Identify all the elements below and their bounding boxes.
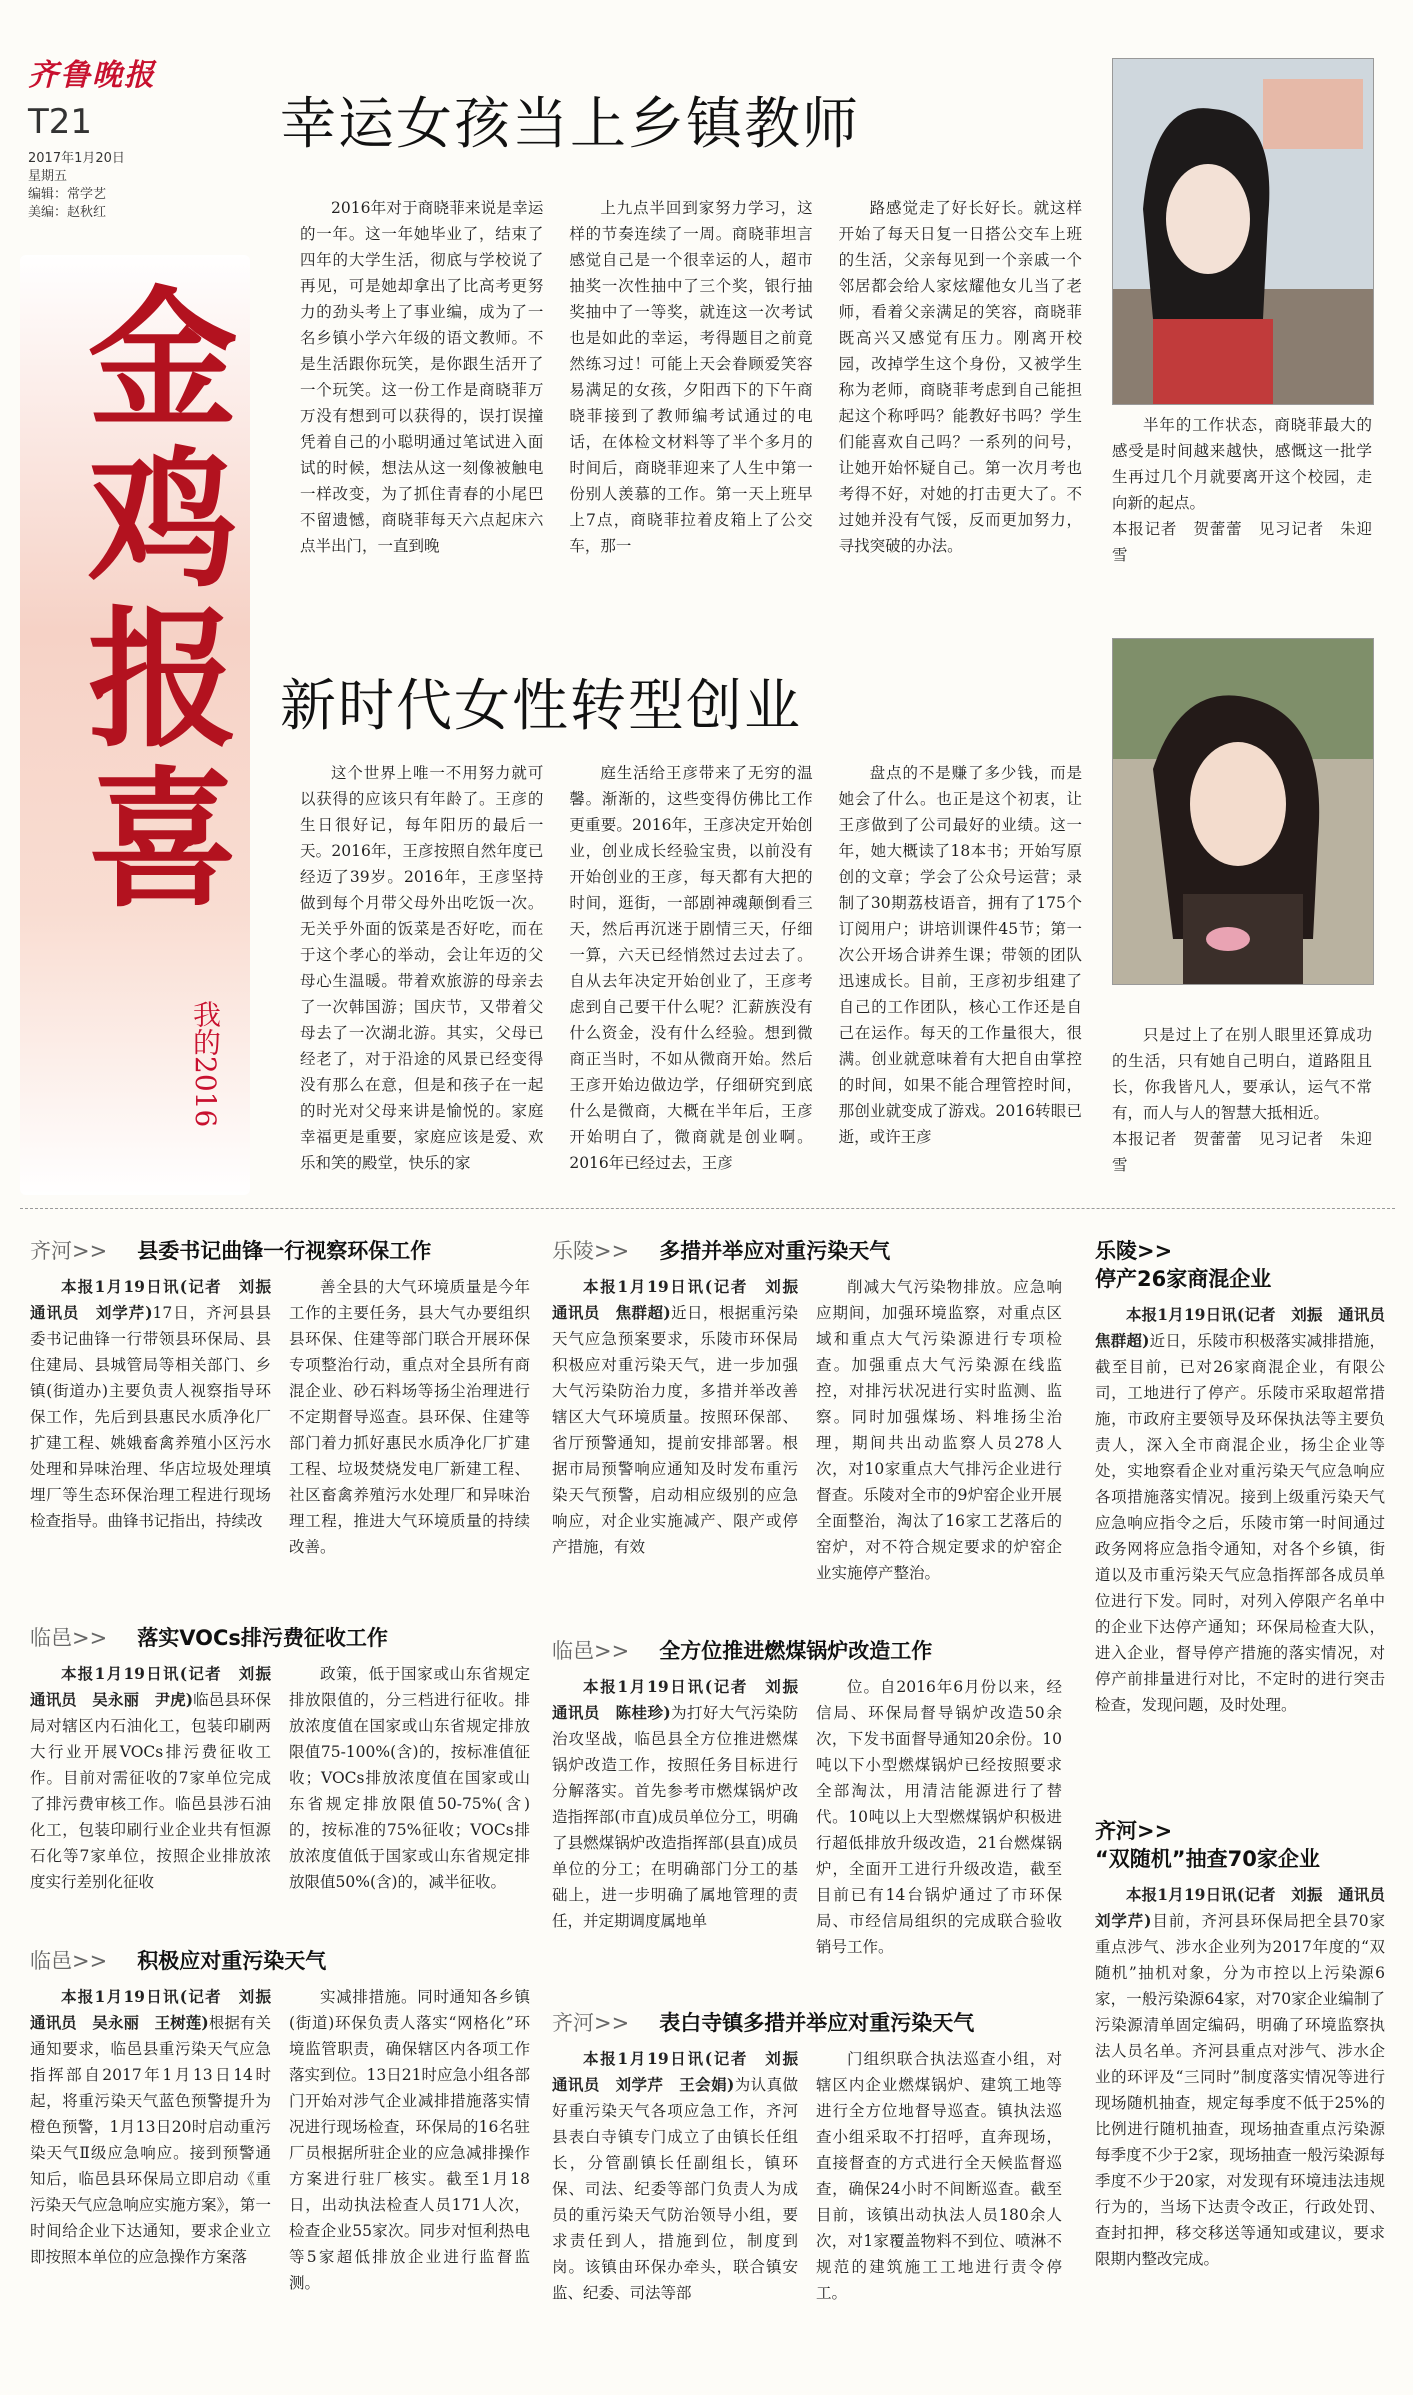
news-item-d (552, 1238, 1062, 1644)
news-d-col2: 削减大气污染物排放。应急响应期间，加强环境监察，对重点区域和重点大气污染源进行专项检查。加强重点大气污染源在线监控，对排污状况进行实时监测、监察。同时加强煤场、料堆扬尘治理，期间共出动监察人员278人次，对10家重点大气排污企业进行督查。乐陵对全市的9炉窑企业开展全面整治，淘汰了16家工艺落后的窑炉，对不符合规定要求的炉窑企业实施停产整治。 (816, 1278, 1062, 1582)
newspaper-masthead: 齐鲁晚报 (28, 58, 156, 93)
news-f-col2: 门组织联合执法巡查小组，对辖区内企业燃煤锅炉、建筑工地等进行全方位地督导巡查。镇执法巡查小组采取不打招呼，直奔现场，直接督查的方式进行全天候监督巡查，确保24小时不间断巡查。截至目前，该镇出动执法人员180余人次，对1家覆盖物料不到位、喷淋不规范的建筑施工工地进行责令停工。 (816, 2050, 1062, 2302)
news-f-heading (552, 2010, 1062, 2036)
story2-col2: 庭生活给王彦带来了无穷的温馨。渐渐的，这些变得仿佛比工作更重要。2016年，王彦决定开始创业，创业成长经验宝贵，以前没有开始创业的王彦，每天都有大把的时间，逛街，一部剧神魂颠倒看三天，然后再沉迷于剧情三天，仔细一算，六天已经悄然过去过去了。自从去年决定开始创业了，王彦考虑到自己要干什么呢？汇薪族没有什么资金，没有什么经验。想到微商正当时，不如从微商开始。然后王彦开始边做边学，仔细研究到底什么是微商，大概在半年后，王彦开始明白了，微商就是创业啊。2016年已经过去，王彦 (569, 764, 813, 1172)
news-e-col2: 位。自2016年6月份以来，经信局、环保局督导锅炉改造50余次，下发书面督导通知20余份。10吨以下小型燃煤锅炉已经按照要求全部淘汰，用清洁能源进行了替代。10吨以上大型燃煤锅炉积极进行超低排放升级改造，21台燃煤锅炉，全面开工进行升级改造，截至目前已有14台锅炉通过了市环保局、市经信局组织的完成联合验收销号工作。 (816, 1678, 1062, 1956)
news-g-body: 近日，乐陵市积极落实减排措施，截至目前，已对26家商混企业，有限公司，工地进行了停产。乐陵市采取超常措施，市政府主要领导及环保执法等主要负责人，深入全市商混企业，扬尘企业等处，实地察看企业对重污染天气应急响应各项措施落实情况。接到上级重污染天气应急响应指令之后，乐陵市第一时间通过政务网将应急指令通知，对各个乡镇，街道以及市重污染天气应急指挥部各成员单位进行下发。同时，对列入停限产名单中的企业下达停产通知；环保局检查大队，进入企业，督导停产措施的落实情况，对停产前排量进行对比，不定时的进行突击检查，发现问题，及时处理。 (1095, 1332, 1385, 1714)
news-b-tag: 临邑>> (30, 1626, 108, 1650)
news-c-col1: 根据有关通知要求，临邑县重污染天气应急指挥部自2017年1月13日14时起，将重污染天气蓝色预警提升为橙色预警，1月13日20时启动重污染天气Ⅱ级应急响应。接到预警通知后，临邑县环保局立即启动《重污染天气应急响应实施方案》，第一时间给企业下达通知，要求企业立即按照本单位的应急操作方案落 (30, 2014, 271, 2266)
news-a-title: 县委书记曲锋一行视察环保工作 (137, 1239, 432, 1263)
story1-byline: 本报记者 贺蕾蕾 见习记者 朱迎雪 (1112, 520, 1372, 564)
news-b-title: 落实VOCs排污费征收工作 (137, 1626, 388, 1650)
news-a-lead: 本报1月19日讯(记者 刘振 通讯员 刘学芹) (30, 1277, 287, 1322)
news-g-tag: 乐陵>> (1095, 1239, 1173, 1263)
story1-headline: 幸运女孩当上乡镇教师 (280, 92, 860, 157)
issue-date: 2017年1月20日 (28, 151, 125, 166)
story2-col3: 盘点的不是赚了多少钱，而是她会了什么。也正是这个初衷，让王彦做到了公司最好的业绩。这一年，她大概读了18本书；开始写原创的文章；学会了公众号运营；录制了30期荔枝语音，拥有了175个订阅用户；讲培训课件45节；第一次公开场合讲养生课；带领的团队迅速成长。目前，王彦初步组建了自己的工作团队，核心工作还是自己在运作。每天的工作量很大，很满。创业就意味着有大把自由掌控的时间，如果不能合理管控时间，那创业就变成了游戏。2016转眼已逝，或许王彦 (838, 764, 1082, 1146)
story2-headline: 新时代女性转型创业 (280, 674, 802, 739)
news-b-col1: 临邑县环保局对辖区内石油化工，包装印刷两大行业开展VOCs排污费征收工作。目前对需征收的7家单位完成了排污费审核工作。临邑县涉石油化工，包装印刷行业企业共有恒源石化等7家单位，按照企业排放浓度实行差别化征收 (30, 1691, 271, 1891)
news-c-lead: 本报1月19日讯(记者 刘振 通讯员 吴永丽 王树莲) (30, 1987, 287, 2032)
story1-col3: 路感觉走了好长好长。就这样开始了每天日复一日搭公交车上班的生活，父亲每见到一个亲戚一个邻居都会给人家炫耀他女儿当了老师，看着父亲满足的笑容，商晓菲既高兴又感觉有压力。刚离开校园，改掉学生这个身份，又被学生称为老师，商晓菲考虑到自己能担起这个称呼吗？能教好书吗？学生们能喜欢自己吗？一系列的问号，让她开始怀疑自己。第一次月考也考得不好，对她的打击更大了。不过她并没有气馁，反而更加努力，寻找突破的办法。 (838, 199, 1082, 555)
news-item-g (1095, 1238, 1401, 1798)
news-a-col1: 17日，齐河县县委书记曲锋一行带领县环保局、县住建局、县城管局等相关部门、乡镇(街道办)主要负责人视察指导环保工作，先后到县惠民水质净化厂扩建工程、姚娥畜禽养殖小区污水处理和异味治理、华店垃圾处理填埋厂等生态环保治理工程进行现场检查指导。曲锋书记指出，持续改 (30, 1304, 271, 1530)
news-a-heading (30, 1238, 530, 1264)
news-c-tag: 临邑>> (30, 1949, 108, 1973)
news-b-heading (30, 1625, 530, 1651)
story2-caption-text: 只是过上了在别人眼里还算成功的生活，只有她自己明白，道路阻且长，你我皆凡人，要承认，运气不常有，而人与人的智慧大抵相近。 (1112, 1026, 1372, 1122)
news-c-col2: 实减排措施。同时通知各乡镇(街道)环保负责人落实“网格化”环境监管职责，确保辖区内各项工作落实到位。13日21时应急小组各部门开始对涉气企业减排措施落实情况进行现场检查，环保局的16名驻厂员根据所驻企业的应急减排操作方案进行驻厂核实。截至1月18日，出动执法检查人员171人次，检查企业55家次。同步对恒利热电等5家超低排放企业进行监督监测。 (289, 1988, 530, 2292)
news-a-tag: 齐河>> (30, 1239, 108, 1263)
story1-body (300, 195, 1082, 565)
news-f-title: 表白寺镇多措并举应对重污染天气 (659, 2011, 975, 2035)
news-g-lead: 本报1月19日讯(记者 刘振 通讯员 焦群超) (1095, 1305, 1401, 1350)
news-item-f (552, 2010, 1062, 2376)
news-d-col1: 近日，根据重污染天气应急预案要求，乐陵市环保局积极应对重污染天气，进一步加强大气污染防治力度，多措并举改善辖区大气环境质量。按照环保部、省厅预警通知，提前安排部署。根据市局预警响应通知及时发布重污染天气预警，启动相应级别的应急响应，对企业实施减产、限产或停产措施，有效 (552, 1304, 798, 1556)
news-e-title: 全方位推进燃煤锅炉改造工作 (659, 1639, 933, 1663)
news-b-col2: 政策，低于国家或山东省规定排放限值的，分三档进行征收。排放浓度值在国家或山东省规定排放限值75-100%(含)的，按标准值征收；VOCs排放浓度值在国家或山东省规定排放限值50-75%(含)的，按标准的75%征收；VOCs排放浓度值低于国家或山东省规定排放限值50%(含)的，减半征收。 (289, 1665, 530, 1891)
news-item-b (30, 1625, 530, 1951)
news-f-col1: 为认真做好重污染天气各项应急工作，齐河县表白寺镇专门成立了由镇长任组长，分管副镇长任副组长，镇环保、司法、纪委等部门负责人为成员的重污染天气防治领导小组，要求责任到人，措施到位，制度到岗。该镇由环保办牵头，联合镇安监、纪委、司法等部 (552, 2076, 798, 2302)
news-d-heading (552, 1238, 1062, 1264)
story1-col1: 2016年对于商晓菲来说是幸运的一年。这一年她毕业了，结束了四年的大学生活，彻底与学校说了再见，可是她却拿出了比高考更努力的劲头考上了事业编，成为了一名乡镇小学六年级的语文教师。不是生活跟你玩笑，是你跟生活开了一个玩笑。这一份工作是商晓菲万万没有想到可以获得的，误打误撞凭着自己的小聪明通过笔试进入面试的时候，想法从这一刻像被触电一样改变，为了抓住青春的小尾巴不留遗憾，商晓菲每天六点起床六点半出门，一直到晚 (300, 199, 544, 555)
issue-weekday: 星期五 (28, 169, 68, 184)
news-f-lead: 本报1月19日讯(记者 刘振 通讯员 刘学芹 王会娟) (552, 2049, 814, 2094)
news-d-title: 多措并举应对重污染天气 (659, 1239, 891, 1263)
story2-byline: 本报记者 贺蕾蕾 见习记者 朱迎雪 (1112, 1130, 1372, 1174)
news-h-tag: 齐河>> (1095, 1819, 1173, 1843)
news-e-tag: 临邑>> (552, 1639, 630, 1663)
banner-title: 金鸡报喜 (62, 280, 238, 920)
news-item-c (30, 1948, 530, 2384)
news-c-title: 积极应对重污染天气 (137, 1949, 327, 1973)
news-a-col2: 善全县的大气环境质量是今年工作的主要任务，县大气办要组织县环保、住建等部门联合开展环保专项整治行动，重点对全县所有商混企业、砂石料场等扬尘治理进行不定期督导巡查。县环保、住建等部门着力抓好惠民水质净化厂扩建工程、垃圾焚烧发电厂新建工程、社区畜禽养殖污水处理厂和异味治理工程，推进大气环境质量的持续改善。 (289, 1278, 530, 1556)
news-e-col1: 为打好大气污染防治攻坚战，临邑县全方位推进燃煤锅炉改造工作，按照任务目标进行分解落实。首先参考市燃煤锅炉改造指挥部(市直)成员单位分工，明确了县燃煤锅炉改造指挥部(县直)成员单位的分工；在明确部门分工的基础上，进一步明确了属地管理的责任，并定期调度属地单 (552, 1704, 798, 1930)
news-item-e (552, 1638, 1062, 2014)
story2-col1: 这个世界上唯一不用努力就可以获得的应该只有年龄了。王彦的生日很好记，每年阳历的最后一天。2016年，王彦按照自然年度已经迈了39岁。2016年，王彦坚持做到每个月带父母外出吃饭一次。无关乎外面的饭菜是否好吃，而在于这个孝心的举动，会让年迈的父母心生温暖。带着欢旅游的母亲去了一次韩国游；国庆节，又带着父母去了一次湖北游。其实，父母已经老了，对于沿途的风景已经变得没有那么在意，但是和孩子在一起的时光对父母来讲是愉悦的。家庭幸福更是重要，家庭应该是爱、欢乐和笑的殿堂，快乐的家 (300, 764, 544, 1172)
news-e-lead: 本报1月19日讯(记者 刘振 通讯员 陈桂珍) (552, 1677, 814, 1722)
news-d-lead: 本报1月19日讯(记者 刘振 通讯员 焦群超) (552, 1277, 814, 1322)
banner-subtitle: 我的2016 (189, 1000, 222, 1128)
news-h-title: “双随机”抽查70家企业 (1095, 1847, 1320, 1871)
story1-caption-text: 半年的工作状态，商晓菲最大的感受是时间越来越快，感慨这一批学生再过几个月就要离开这个校园，走向新的起点。 (1112, 416, 1372, 512)
story2-photo (1112, 638, 1374, 985)
news-b-lead: 本报1月19日讯(记者 刘振 通讯员 吴永丽 尹虎) (30, 1664, 287, 1709)
story2-body (300, 760, 1082, 1180)
news-item-h (1095, 1818, 1401, 2378)
news-d-tag: 乐陵>> (552, 1239, 630, 1263)
news-e-heading (552, 1638, 1062, 1664)
news-item-a (30, 1238, 530, 1644)
story1-caption (1112, 412, 1372, 568)
news-g-title: 停产26家商混企业 (1095, 1267, 1272, 1291)
news-h-lead: 本报1月19日讯(记者 刘振 通讯员 刘学芹) (1095, 1885, 1401, 1930)
story2-caption (1112, 1022, 1372, 1178)
story1-col2: 上九点半回到家努力学习，这样的节奏连续了一周。商晓菲坦言感觉自己是一个很幸运的人，超市抽奖一次性抽中了三个奖，银行抽奖抽中了一等奖，就连这一次考试也是如此的幸运，考得题目之前竟然练习过！可能上天会眷顾爱笑容易满足的女孩，夕阳西下的下午商晓菲接到了教师编考试通过的电话，在体检文材料等了半个多月的时间后，商晓菲迎来了人生中第一份别人羡慕的工作。第一天上班早上7点，商晓菲拉着皮箱上了公交车，那一 (569, 199, 813, 555)
designer-credit: 美编：赵秋红 (28, 205, 107, 220)
news-f-tag: 齐河>> (552, 2011, 630, 2035)
news-c-heading (30, 1948, 530, 1974)
story1-photo (1112, 58, 1374, 405)
editor-credit: 编辑：常学艺 (28, 187, 107, 202)
issue-meta (28, 150, 125, 222)
page-code: T21 (28, 102, 93, 142)
section-divider (20, 1208, 1395, 1209)
news-h-body: 目前，齐河县环保局把全县70家重点涉气、涉水企业列为2017年度的“双随机”抽机对象，分为市控以上污染源6家，一般污染源64家，对70家企业编制了污染源清单固定编码，明确了环境监察执法人员名单。齐河县重点对涉气、涉水企业的环评及“三同时”制度落实情况等进行现场随机抽查，规定每季度不低于25%的比例进行随机抽查，现场抽查重点污染源每季度不少于2家，现场抽查一般污染源每季度不少于20家，对发现有环境违法违规行为的，当场下达责令改正，行政处罚、查封扣押，移交移送等通知或建议，要求限期内整改完成。 (1095, 1912, 1385, 2268)
